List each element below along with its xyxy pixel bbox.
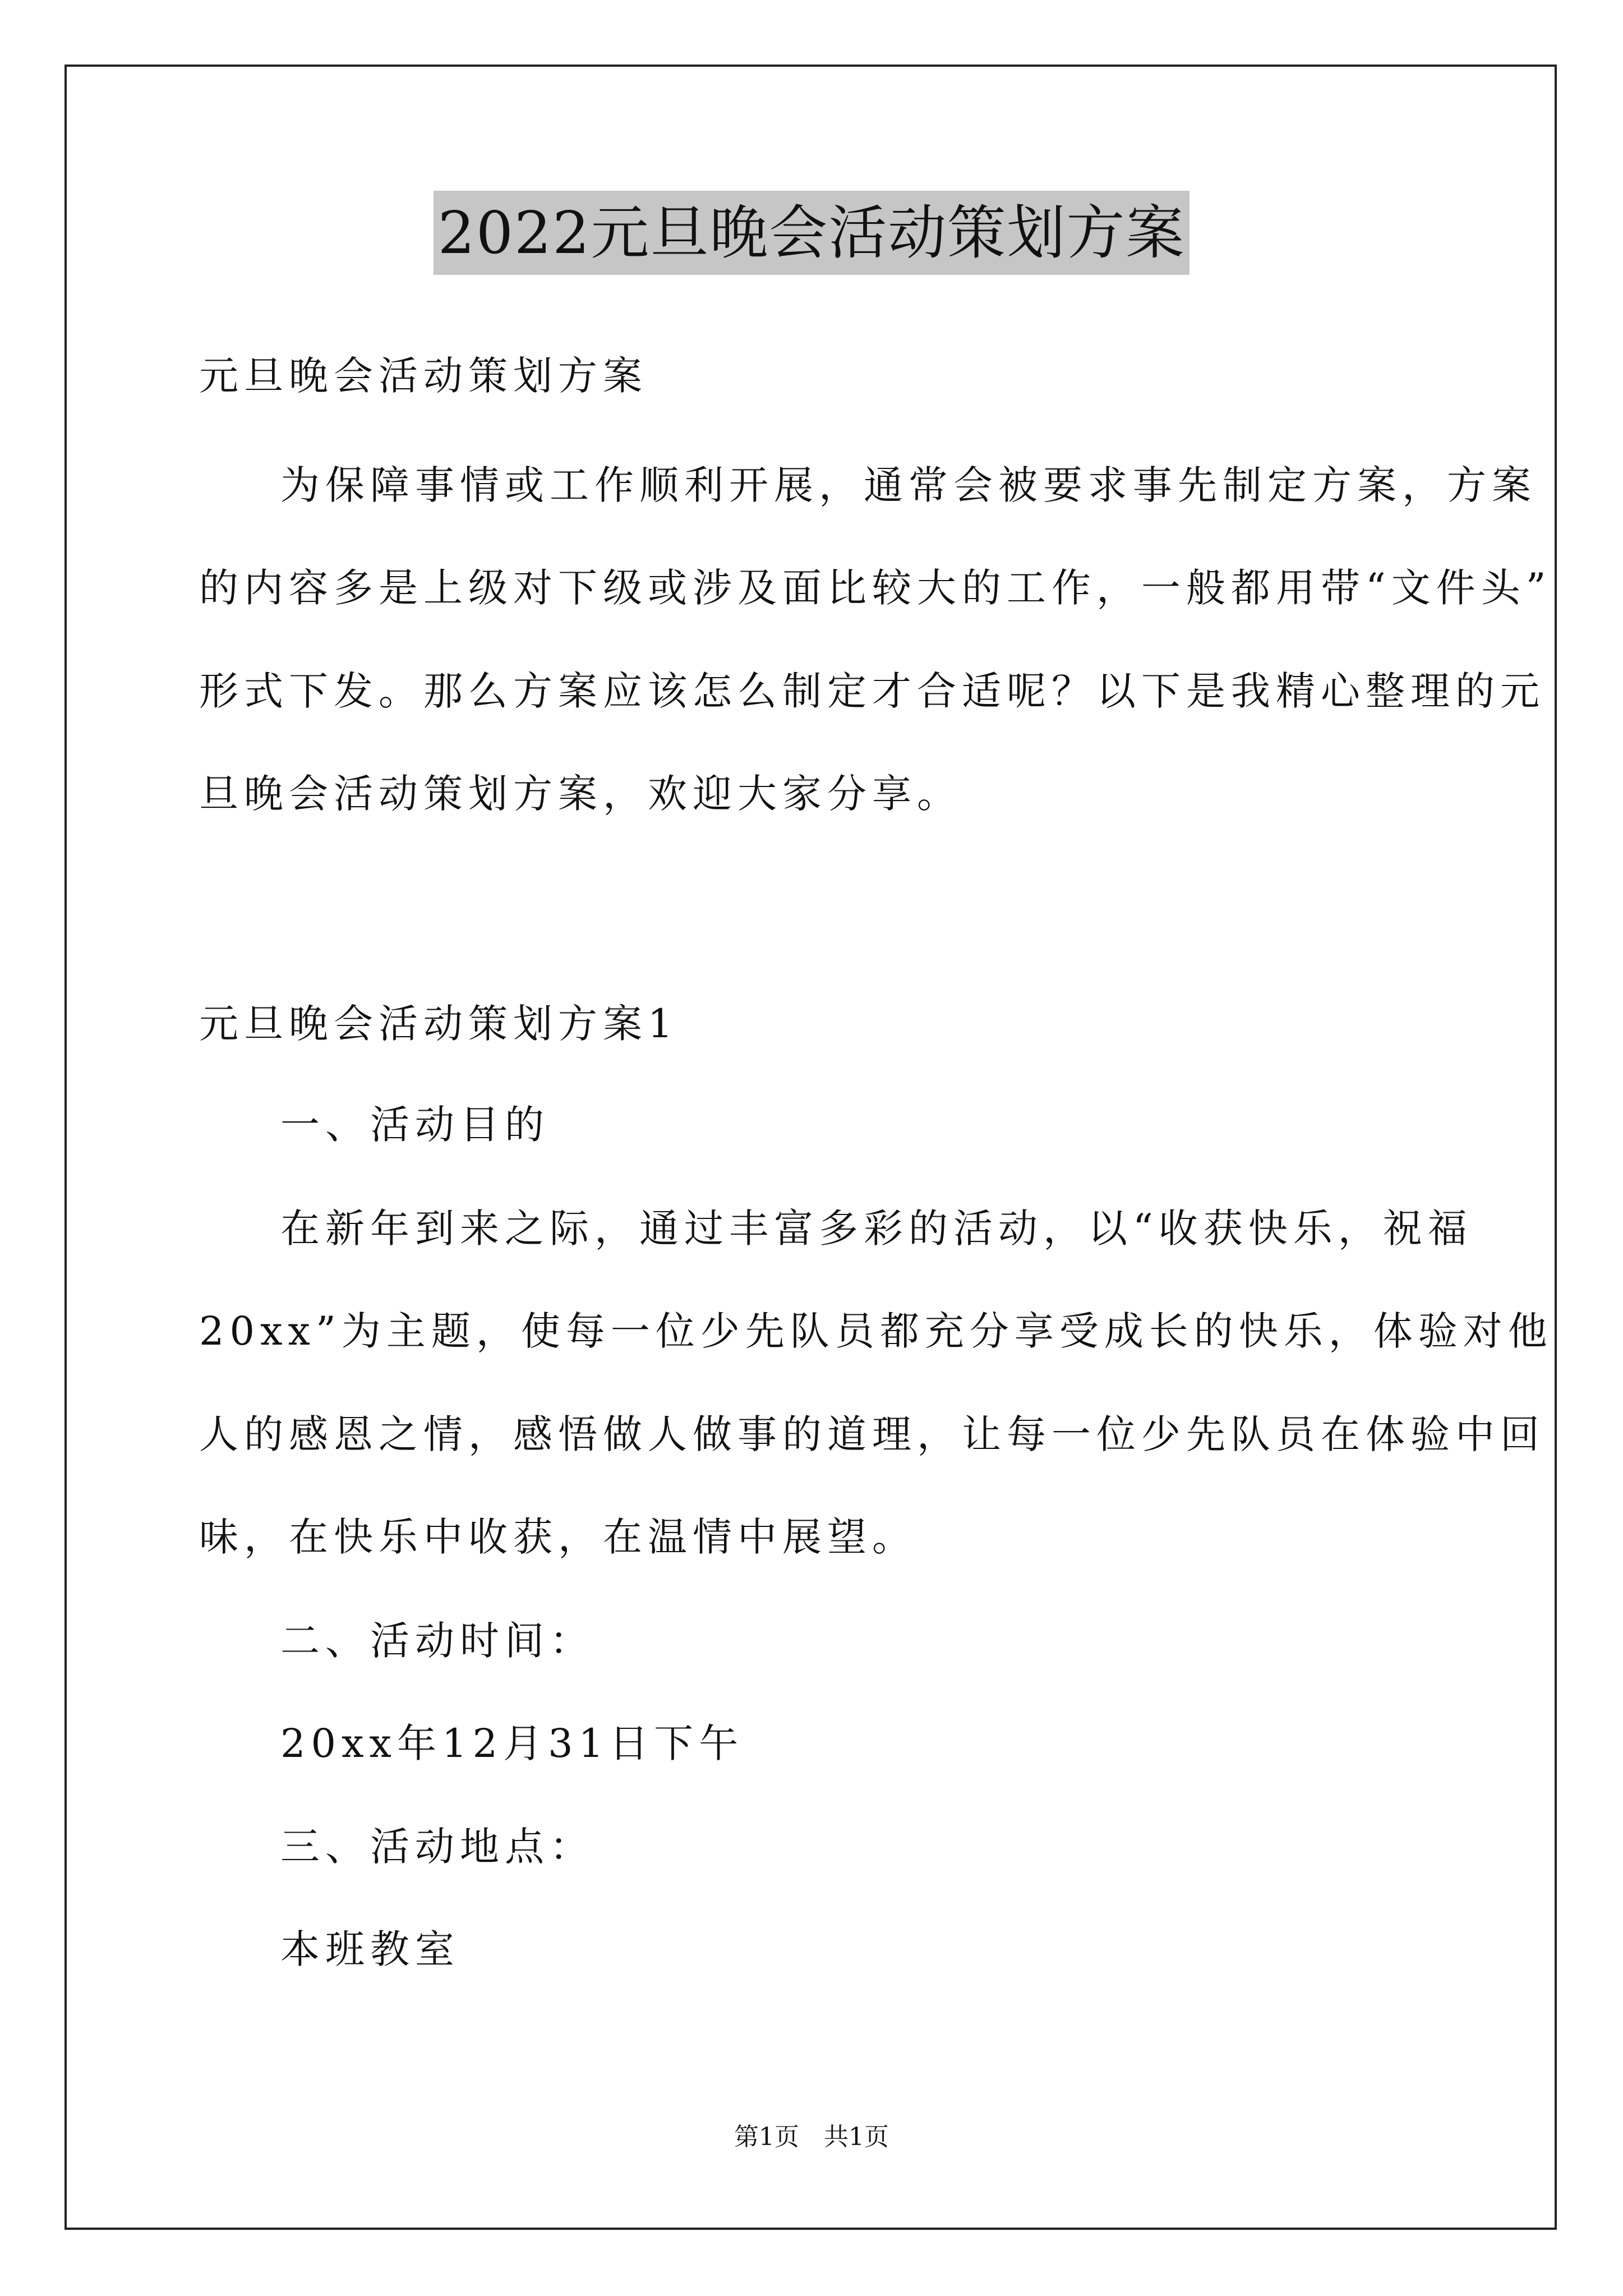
time-heading: 二、活动时间： bbox=[280, 1618, 594, 1664]
purpose-line-3: 人的感恩之情，感悟做人做事的道理，让每一位少先队员在体验中回 bbox=[199, 1411, 1545, 1457]
purpose-line-4: 味，在快乐中收获，在温情中展望。 bbox=[199, 1514, 917, 1560]
document-subtitle: 元旦晚会活动策划方案 bbox=[199, 353, 648, 399]
intro-line-3: 形式下发。那么方案应该怎么制定才合适呢？以下是我精心整理的元 bbox=[199, 668, 1545, 714]
time-value: 20xx年12月31日下午 bbox=[280, 1720, 744, 1766]
place-heading: 三、活动地点： bbox=[280, 1824, 594, 1870]
intro-line-2: 的内容多是上级对下级或涉及面比较大的工作，一般都用带“文件头” bbox=[199, 565, 1552, 611]
intro-line-4: 旦晚会活动策划方案，欢迎大家分享。 bbox=[199, 771, 962, 817]
place-value: 本班教室 bbox=[280, 1926, 460, 1972]
section-title: 元旦晚会活动策划方案1 bbox=[199, 1001, 679, 1047]
document-title: 2022元旦晚会活动策划方案 bbox=[434, 191, 1190, 275]
title-container bbox=[0, 191, 1623, 275]
page-footer: 第1页 共1页 bbox=[734, 2123, 889, 2151]
purpose-line-1: 在新年到来之际，通过丰富多彩的活动，以“收获快乐，祝福 bbox=[280, 1205, 1473, 1251]
intro-line-1: 为保障事情或工作顺利开展，通常会被要求事先制定方案，方案 bbox=[280, 462, 1537, 508]
purpose-line-2: 20xx”为主题，使每一位少先队员都充分享受成长的快乐，体验对他 bbox=[199, 1308, 1553, 1354]
purpose-heading: 一、活动目的 bbox=[280, 1102, 550, 1148]
